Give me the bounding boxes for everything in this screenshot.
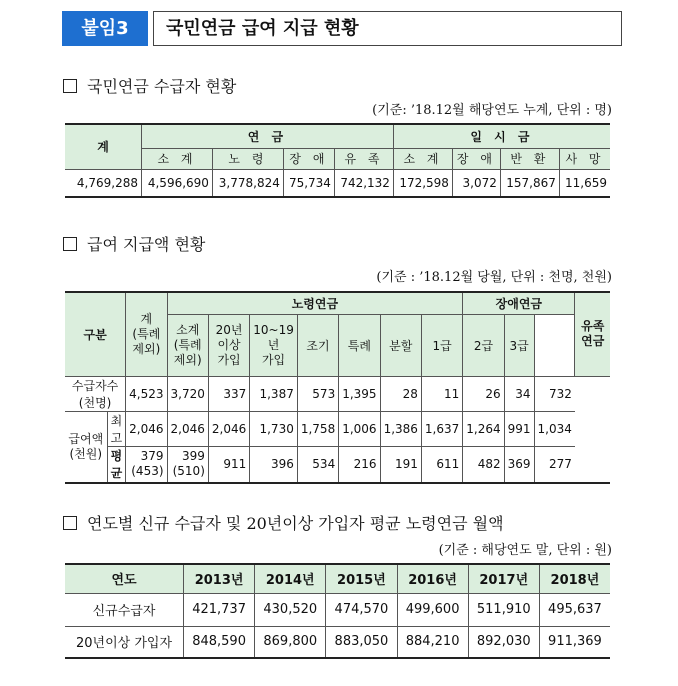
col-header: 2018년 bbox=[539, 564, 610, 593]
cell-value: 3,072 bbox=[452, 169, 500, 197]
col-old-age: 노령연금 bbox=[167, 292, 463, 314]
cell-value: 277 bbox=[534, 446, 575, 483]
cell-value: 611 bbox=[421, 446, 462, 483]
recipients-table bbox=[65, 123, 610, 198]
row-label-avg: 평균 bbox=[107, 446, 126, 483]
col-grade1: 1급 bbox=[421, 314, 462, 376]
col-header: 2015년 bbox=[326, 564, 397, 593]
cell-value: 1,758 bbox=[297, 411, 338, 446]
cell-value: 1,637 bbox=[421, 411, 462, 446]
cell-value: 2,046 bbox=[208, 411, 249, 446]
checkbox-icon bbox=[63, 516, 77, 530]
col-header: 반 환 bbox=[500, 148, 559, 169]
cell-value: 157,867 bbox=[500, 169, 559, 197]
col-lump-sum: 일 시 금 bbox=[393, 124, 610, 148]
col-header: 장 애 bbox=[452, 148, 500, 169]
section3-title: 연도별 신규 수급자 및 20년이상 가입자 평균 노령연금 월액 bbox=[63, 511, 504, 534]
cell-value: 11 bbox=[421, 376, 462, 411]
cell-value: 742,132 bbox=[334, 169, 393, 197]
col-header: 2017년 bbox=[468, 564, 539, 593]
col-10-19yr: 10~19년 가입 bbox=[250, 314, 298, 376]
col-subtotal: 소계 (특례 제외) bbox=[167, 314, 208, 376]
section2-note: (기준 : ’18.12월 당월, 단위 : 천명, 천원) bbox=[376, 270, 612, 285]
cell-value: 2,046 bbox=[167, 411, 208, 446]
section2-title: 급여 지급액 현황 bbox=[63, 232, 205, 255]
col-header: 2013년 bbox=[184, 564, 255, 593]
cell-value: 1,395 bbox=[339, 376, 380, 411]
col-grade3: 3급 bbox=[504, 314, 534, 376]
cell-value: 892,030 bbox=[468, 626, 539, 658]
cell-value: 848,590 bbox=[184, 626, 255, 658]
cell-value: 75,734 bbox=[283, 169, 334, 197]
cell-value: 337 bbox=[208, 376, 249, 411]
cell-value: 399 (510) bbox=[167, 446, 208, 483]
cell-value: 11,659 bbox=[559, 169, 610, 197]
col-early: 조기 bbox=[297, 314, 338, 376]
row-label-new: 신규수급자 bbox=[65, 593, 184, 626]
cell-value: 191 bbox=[380, 446, 421, 483]
cell-value: 511,910 bbox=[468, 593, 539, 626]
cell-value: 421,737 bbox=[184, 593, 255, 626]
row-label-20yr: 20년이상 가입자 bbox=[65, 626, 184, 658]
col-annuity: 연 금 bbox=[142, 124, 394, 148]
col-disability: 장애연금 bbox=[463, 292, 575, 314]
col-gubun: 구분 bbox=[65, 292, 126, 376]
cell-value: 216 bbox=[339, 446, 380, 483]
cell-value: 3,720 bbox=[167, 376, 208, 411]
payments-table bbox=[65, 291, 610, 484]
page-header bbox=[62, 11, 610, 46]
cell-value: 991 bbox=[504, 411, 534, 446]
cell-value: 28 bbox=[380, 376, 421, 411]
cell-value: 2,046 bbox=[126, 411, 167, 446]
cell-value: 732 bbox=[534, 376, 575, 411]
col-total: 계 (특례 제외) bbox=[126, 292, 167, 376]
cell-value: 396 bbox=[250, 446, 298, 483]
cell-value: 573 bbox=[297, 376, 338, 411]
cell-value: 34 bbox=[504, 376, 534, 411]
section1-note: (기준: ’18.12월 해당연도 누계, 단위 : 명) bbox=[372, 103, 612, 118]
cell-value: 1,264 bbox=[463, 411, 504, 446]
cell-value: 369 bbox=[504, 446, 534, 483]
cell-value: 883,050 bbox=[326, 626, 397, 658]
col-header: 2014년 bbox=[255, 564, 326, 593]
col-header: 노 령 bbox=[212, 148, 283, 169]
cell-value: 430,520 bbox=[255, 593, 326, 626]
col-header: 유 족 bbox=[334, 148, 393, 169]
cell-value: 482 bbox=[463, 446, 504, 483]
col-header: 장 애 bbox=[283, 148, 334, 169]
cell-value: 1,387 bbox=[250, 376, 298, 411]
cell-value: 499,600 bbox=[397, 593, 468, 626]
cell-value: 911 bbox=[208, 446, 249, 483]
cell-value: 884,210 bbox=[397, 626, 468, 658]
row-label-max: 최고 bbox=[107, 411, 126, 446]
col-special: 특례 bbox=[339, 314, 380, 376]
col-grade2: 2급 bbox=[463, 314, 504, 376]
row-label-amount: 급여액 (천원) bbox=[65, 411, 107, 483]
row-label-recipients: 수급자수(천명) bbox=[65, 376, 126, 411]
page-title: 국민연금 급여 지급 현황 bbox=[153, 11, 622, 46]
col-survivor: 유족 연금 bbox=[575, 292, 610, 376]
cell-value: 4,523 bbox=[126, 376, 167, 411]
cell-value: 869,800 bbox=[255, 626, 326, 658]
cell-value: 379 (453) bbox=[126, 446, 167, 483]
cell-value: 495,637 bbox=[539, 593, 610, 626]
cell-value: 4,596,690 bbox=[142, 169, 213, 197]
checkbox-icon bbox=[63, 237, 77, 251]
cell-value: 534 bbox=[297, 446, 338, 483]
cell-value: 1,006 bbox=[339, 411, 380, 446]
section3-note: (기준 : 해당연도 말, 단위 : 원) bbox=[438, 543, 612, 558]
col-header: 소 계 bbox=[142, 148, 213, 169]
col-20yr: 20년이상 가입 bbox=[208, 314, 249, 376]
col-year: 연도 bbox=[65, 564, 184, 593]
col-header: 2016년 bbox=[397, 564, 468, 593]
cell-value: 4,769,288 bbox=[65, 169, 142, 197]
col-split: 분할 bbox=[380, 314, 421, 376]
cell-value: 1,730 bbox=[250, 411, 298, 446]
monthly-amount-table bbox=[65, 563, 610, 659]
cell-value: 1,034 bbox=[534, 411, 575, 446]
cell-value: 3,778,824 bbox=[212, 169, 283, 197]
cell-value: 26 bbox=[463, 376, 504, 411]
cell-value: 172,598 bbox=[393, 169, 452, 197]
cell-value: 911,369 bbox=[539, 626, 610, 658]
col-total: 계 bbox=[65, 124, 142, 169]
col-header: 사 망 bbox=[559, 148, 610, 169]
cell-value: 474,570 bbox=[326, 593, 397, 626]
cell-value: 1,386 bbox=[380, 411, 421, 446]
col-header: 소 계 bbox=[393, 148, 452, 169]
section1-title: 국민연금 수급자 현황 bbox=[63, 74, 236, 97]
checkbox-icon bbox=[63, 79, 77, 93]
attachment-badge: 붙임3 bbox=[62, 11, 148, 46]
